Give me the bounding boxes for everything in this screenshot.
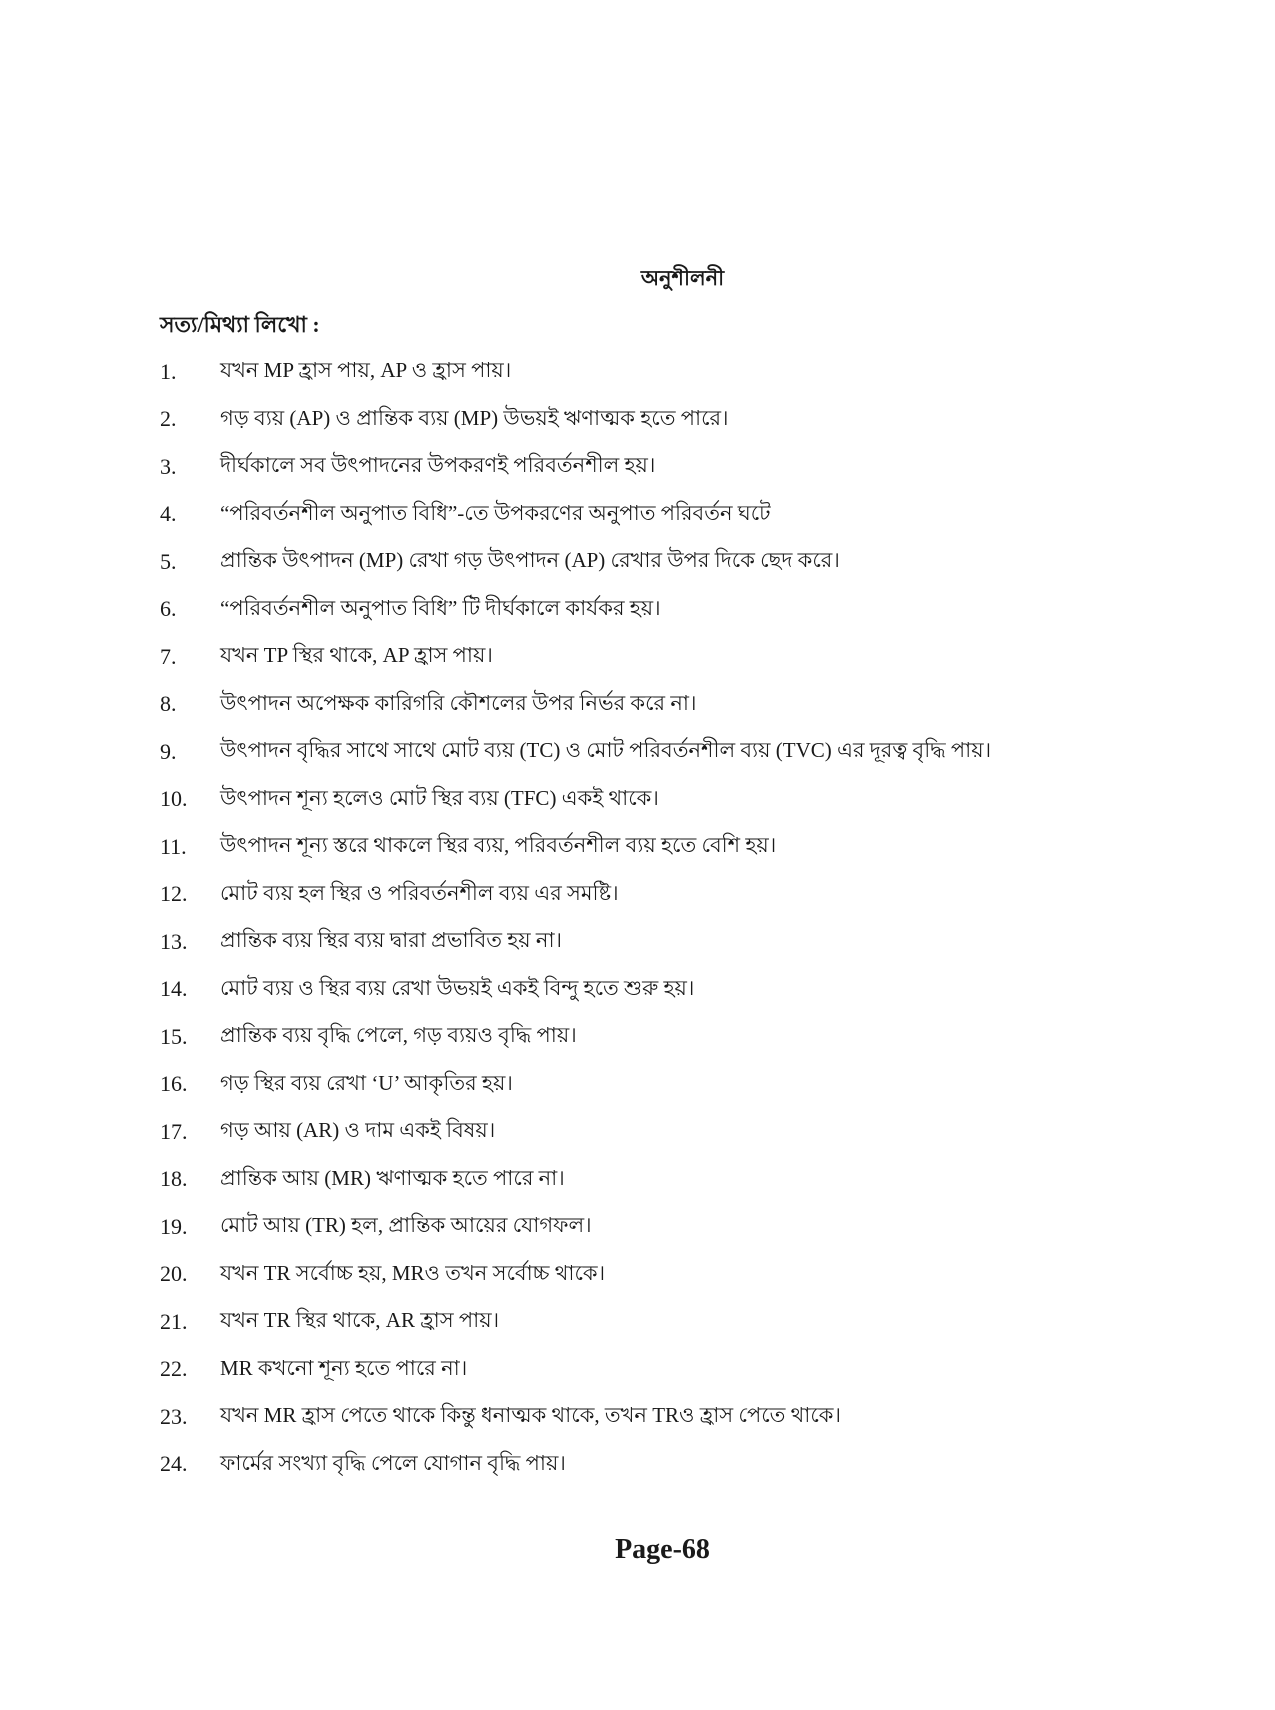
question-item xyxy=(160,1251,1240,1299)
question-number: 6. xyxy=(160,596,177,622)
question-text: গড় ব্যয় (AP) ও প্রান্তিক ব্যয় (MP) উভয়ই ঋণাত্মক হতে পারে। xyxy=(220,405,729,430)
question-item xyxy=(160,1013,1240,1061)
question-text: গড় আয় (AR) ও দাম একই বিষয়। xyxy=(220,1118,496,1143)
question-number: 14. xyxy=(160,976,188,1002)
question-item xyxy=(160,918,1240,966)
question-number: 16. xyxy=(160,1071,188,1097)
question-number: 4. xyxy=(160,501,177,527)
question-number: 12. xyxy=(160,881,188,907)
question-number: 7. xyxy=(160,643,177,669)
question-number: 21. xyxy=(160,1308,188,1334)
question-text: যখন MR হ্রাস পেতে থাকে কিন্তু ধনাত্মক থাকে, তখন TRও হ্রাস পেতে থাকে। xyxy=(220,1403,841,1428)
question-text: উৎপাদন বৃদ্ধির সাথে সাথে মোট ব্যয় (TC) ও মোট পরিবর্তনশীল ব্যয় (TVC) এর দূরত্ব বৃদ্ধি পায়। xyxy=(220,738,992,763)
question-item xyxy=(160,776,1240,824)
question-text: প্রান্তিক উৎপাদন (MP) রেখা গড় উৎপাদন (AP) রেখার উপর দিকে ছেদ করে। xyxy=(220,548,840,573)
question-number: 3. xyxy=(160,453,177,479)
question-number: 11. xyxy=(160,833,187,859)
question-item xyxy=(160,443,1240,491)
question-number: 1. xyxy=(160,358,177,384)
question-item xyxy=(160,586,1240,634)
question-text: দীর্ঘকালে সব উৎপাদনের উপকরণই পরিবর্তনশীল হয়। xyxy=(220,453,656,478)
question-item xyxy=(160,633,1240,681)
section-heading: অনুশীলনী xyxy=(640,266,725,290)
question-number: 9. xyxy=(160,738,177,764)
question-item xyxy=(160,1393,1240,1441)
instruction-text: সত্য/মিথ্যা লিখো : xyxy=(160,312,320,337)
question-number: 15. xyxy=(160,1023,188,1049)
question-text: মোট ব্যয় ও স্থির ব্যয় রেখা উভয়ই একই বিন্দু হতে শুরু হয়। xyxy=(220,975,695,1000)
question-number: 23. xyxy=(160,1403,188,1429)
question-number: 2. xyxy=(160,406,177,432)
question-item xyxy=(160,1298,1240,1346)
question-text: মোট ব্যয় হল স্থির ও পরিবর্তনশীল ব্যয় এর সমষ্টি। xyxy=(220,880,619,905)
question-item xyxy=(160,1346,1240,1394)
question-text: প্রান্তিক ব্যয় বৃদ্ধি পেলে, গড় ব্যয়ও বৃদ্ধি পায়। xyxy=(220,1023,577,1048)
question-text: “পরিবর্তনশীল অনুপাত বিধি”-তে উপকরণের অনুপাত পরিবর্তন ঘটে xyxy=(220,500,771,525)
question-item xyxy=(160,396,1240,444)
question-text: মোট আয় (TR) হল, প্রান্তিক আয়ের যোগফল। xyxy=(220,1213,592,1238)
question-item xyxy=(160,491,1240,539)
question-text: যখন MP হ্রাস পায়, AP ও হ্রাস পায়। xyxy=(220,358,512,383)
question-number: 17. xyxy=(160,1118,188,1144)
question-number: 19. xyxy=(160,1213,188,1239)
question-item xyxy=(160,538,1240,586)
question-number: 18. xyxy=(160,1166,188,1192)
question-text: যখন TP স্থির থাকে, AP হ্রাস পায়। xyxy=(220,643,493,668)
question-text: ফার্মের সংখ্যা বৃদ্ধি পেলে যোগান বৃদ্ধি পায়। xyxy=(220,1450,566,1475)
question-item xyxy=(160,681,1240,729)
question-number: 20. xyxy=(160,1261,188,1287)
question-text: প্রান্তিক আয় (MR) ঋণাত্মক হতে পারে না। xyxy=(220,1165,565,1190)
question-text: উৎপাদন অপেক্ষক কারিগরি কৌশলের উপর নির্ভর করে না। xyxy=(220,690,697,715)
question-text: প্রান্তিক ব্যয় স্থির ব্যয় দ্বারা প্রভাবিত হয় না। xyxy=(220,928,563,953)
question-number: 8. xyxy=(160,691,177,717)
question-item xyxy=(160,1061,1240,1109)
question-item xyxy=(160,823,1240,871)
question-number: 5. xyxy=(160,548,177,574)
question-text: উৎপাদন শূন্য হলেও মোট স্থির ব্যয় (TFC) একই থাকে। xyxy=(220,785,659,810)
question-item xyxy=(160,1156,1240,1204)
question-item xyxy=(160,1441,1240,1489)
question-item xyxy=(160,348,1240,396)
question-text: উৎপাদন শূন্য স্তরে থাকলে স্থির ব্যয়, পরিবর্তনশীল ব্যয় হতে বেশি হয়। xyxy=(220,833,777,858)
question-number: 10. xyxy=(160,786,188,812)
question-number: 22. xyxy=(160,1356,188,1382)
question-item xyxy=(160,1108,1240,1156)
question-item xyxy=(160,966,1240,1014)
question-list xyxy=(160,348,1240,1488)
question-text: MR কখনো শূন্য হতে পারে না। xyxy=(220,1355,468,1380)
question-text: যখন TR সর্বোচ্চ হয়, MRও তখন সর্বোচ্চ থাকে। xyxy=(220,1260,606,1285)
question-number: 13. xyxy=(160,928,188,954)
question-number: 24. xyxy=(160,1451,188,1477)
page-number: Page-68 xyxy=(615,1534,710,1565)
question-text: গড় স্থির ব্যয় রেখা ‘U’ আকৃতির হয়। xyxy=(220,1070,513,1095)
question-text: “পরিবর্তনশীল অনুপাত বিধি” টি দীর্ঘকালে কার্যকর হয়। xyxy=(220,595,661,620)
question-text: যখন TR স্থির থাকে, AR হ্রাস পায়। xyxy=(220,1308,500,1333)
question-item xyxy=(160,728,1240,776)
question-item xyxy=(160,1203,1240,1251)
question-item xyxy=(160,871,1240,919)
